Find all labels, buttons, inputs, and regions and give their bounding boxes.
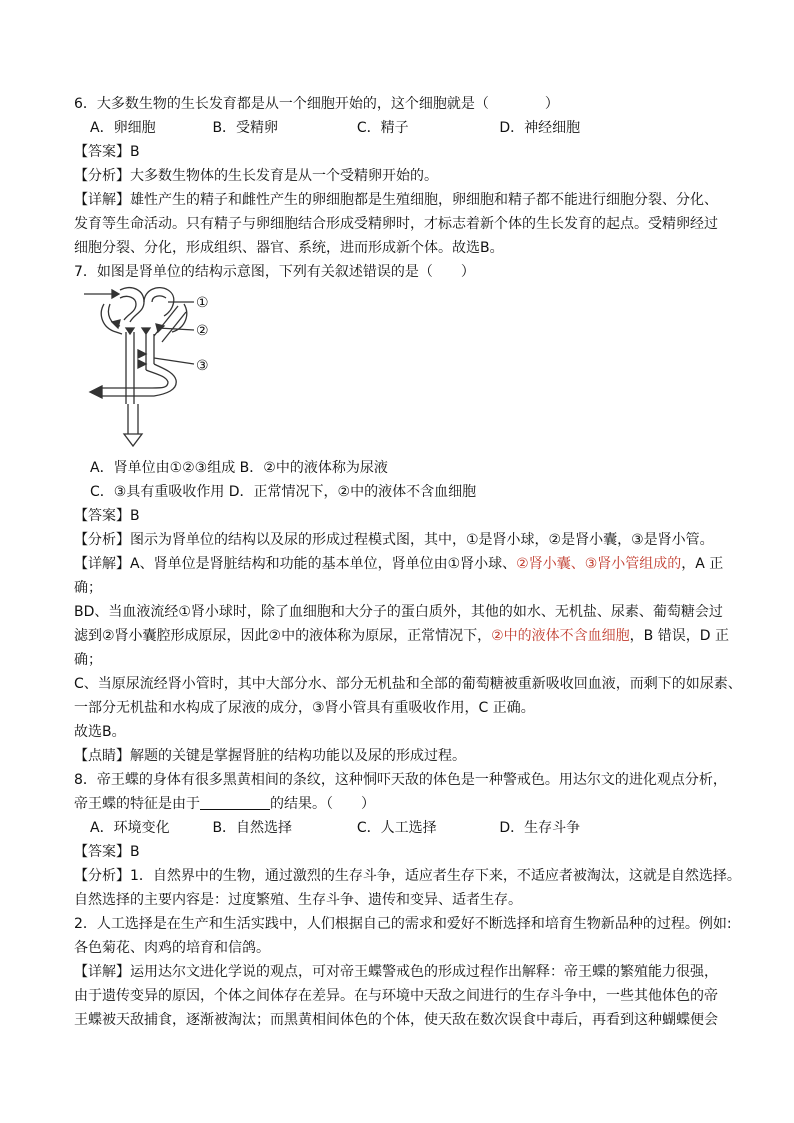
q6-option-d: D．神经细胞 (499, 120, 581, 136)
q6-options (90, 118, 740, 138)
q8-answer (74, 842, 724, 862)
q8-stem-1: 8．帝王蝶的身体有很多黑黄相间的条纹，这种恫吓天敌的体色是一种警戒色。用达尔文的进化观点分析， (74, 772, 727, 788)
analysis-tag: 【分析】 (74, 168, 130, 184)
q7-conclusion: 故选B。 (74, 724, 126, 740)
q8-answer-value: B (130, 844, 140, 860)
q8-detail-3: 王蝶被天敌捕食，逐渐被淘汰；而黑黄相间体色的个体，使天敌在数次误食中毒后，再看到这种蝴蝶便会 (74, 1012, 718, 1028)
q7-analysis (74, 530, 724, 550)
q7-analysis-text: 图示为肾单位的结构以及尿的形成过程模式图，其中，①是肾小球，②是肾小囊，③是肾小管。 (130, 532, 714, 548)
q8-stem-post: 的结果。（ ） (270, 796, 375, 812)
q6-option-b: B．受精卵 (212, 120, 279, 136)
q7-answer-value: B (130, 508, 140, 524)
q8-option-c: C．人工选择 (356, 820, 437, 836)
q8-option-d: D．生存斗争 (499, 820, 581, 836)
q7-detail-a-highlight: ②肾小囊、③肾小管组成的 (516, 556, 682, 572)
q8-option-a: A．环境变化 (90, 820, 170, 836)
q7-detail-a-pre: A、肾单位是肾脏结构和功能的基本单位，肾单位由①肾小球、 (130, 556, 517, 572)
q6-answer-value: B (130, 144, 140, 160)
q8-detail-2: 由于遗传变异的原因，个体之间体存在差异。在与环境中天敌之间进行的生存斗争中，一些其他体色的帝 (74, 988, 718, 1004)
q7-options-line-2: C．③具有重吸收作用 D．正常情况下，②中的液体不含血细胞 (90, 484, 477, 500)
q7-stem: 7．如图是肾单位的结构示意图，下列有关叙述错误的是（ ） (74, 264, 475, 280)
answer-tag: 【答案】 (74, 508, 130, 524)
q8-analysis-2: 自然选择的主要内容是：过度繁殖、生存斗争、遗传和变异、适者生存。 (74, 892, 522, 908)
analysis-tag: 【分析】 (74, 868, 130, 884)
detail-tag: 【详解】 (74, 192, 130, 208)
comment-tag: 【点睛】 (74, 748, 130, 764)
q7-detail-a-2: 确； (74, 580, 102, 596)
q8-detail-1 (74, 962, 724, 982)
q7-detail-a-post: ，A 正 (681, 556, 724, 572)
q7-options-line-1: A．肾单位由①②③组成 B．②中的液体称为尿液 (90, 460, 388, 476)
q8-detail-text-1: 运用达尔文进化学说的观点，可对帝王蝶警戒色的形成过程作出解释：帝王蝶的繁殖能力很强， (130, 964, 718, 980)
q7-detail-a-1 (74, 554, 724, 574)
q6-option-c: C．精子 (356, 120, 409, 136)
q7-detail-bd-pre: 滤到②肾小囊腔形成原尿，因此②中的液体称为原尿，正常情况下， (74, 628, 492, 644)
q7-detail-c-1: C、当原尿流经肾小管时，其中大部分水、部分无机盐和全部的葡萄糖被重新吸收回血液，而剩下的如尿素、 (74, 676, 742, 692)
q6-option-a: A．卵细胞 (90, 120, 156, 136)
q7-detail-bd-3: 确； (74, 652, 102, 668)
q6-analysis-text: 大多数生物体的生长发育是从一个受精卵开始的。 (130, 168, 438, 184)
q7-detail-bd-post: ，B 错误，D 正 (629, 628, 729, 644)
diagram-label-3: ③ (196, 358, 209, 374)
q7-answer (74, 506, 724, 526)
q8-analysis-1 (74, 866, 741, 886)
q8-options (90, 818, 740, 838)
q8-analysis-text-1: 1．自然界中的生物，通过激烈的生存斗争，适应者生存下来，不适应者被淘汰，这就是自然选择。 (130, 868, 741, 884)
q6-detail-3: 细胞分裂、分化，形成组织、器官、系统，进而形成新个体。故选B。 (74, 240, 504, 256)
q7-detail-bd-highlight: ②中的液体不含血细胞 (491, 628, 630, 644)
q7-detail-c-2: 一部分无机盐和水构成了尿液的成分，③肾小管具有重吸收作用，C 正确。 (74, 700, 535, 716)
diagram-label-2: ② (196, 323, 209, 339)
answer-tag: 【答案】 (74, 844, 130, 860)
answer-tag: 【答案】 (74, 144, 130, 160)
diagram-label-1: ① (196, 295, 209, 311)
q6-detail-text-1: 雄性产生的精子和雌性产生的卵细胞都是生殖细胞，卵细胞和精子都不能进行细胞分裂、分化、 (130, 192, 718, 208)
q8-stem-pre: 帝王蝶的特征是由于 (74, 796, 200, 812)
q6-detail-2: 发育等生命活动。只有精子与卵细胞结合形成受精卵时，才标志着新个体的生长发育的起点。受精卵经过 (74, 216, 718, 232)
nephron-diagram (82, 284, 222, 454)
q6-detail-1 (74, 190, 724, 210)
analysis-tag: 【分析】 (74, 532, 130, 548)
q7-comment (74, 746, 724, 766)
q7-comment-text: 解题的关键是掌握肾脏的结构功能以及尿的形成过程。 (130, 748, 466, 764)
fill-blank (200, 795, 270, 810)
q6-analysis (74, 166, 724, 186)
q8-stem-2 (74, 794, 724, 814)
q6-stem: 6．大多数生物的生长发育都是从一个细胞开始的，这个细胞就是（ ） (74, 96, 559, 112)
q8-option-b: B．自然选择 (212, 820, 293, 836)
detail-tag: 【详解】 (74, 556, 130, 572)
detail-tag: 【详解】 (74, 964, 130, 980)
q8-analysis-3: 2．人工选择是在生产和生活实践中，人们根据自己的需求和爱好不断选择和培育生物新品种的过程。例如: (74, 916, 732, 932)
q7-detail-bd-1: BD、当血液流经①肾小球时，除了血细胞和大分子的蛋白质外，其他的如水、无机盐、尿素、葡萄糖会过 (74, 604, 723, 620)
q8-analysis-4: 各色菊花、肉鸡的培育和信鸽。 (74, 940, 270, 956)
q6-answer (74, 142, 724, 162)
q7-detail-bd-2 (74, 626, 729, 646)
